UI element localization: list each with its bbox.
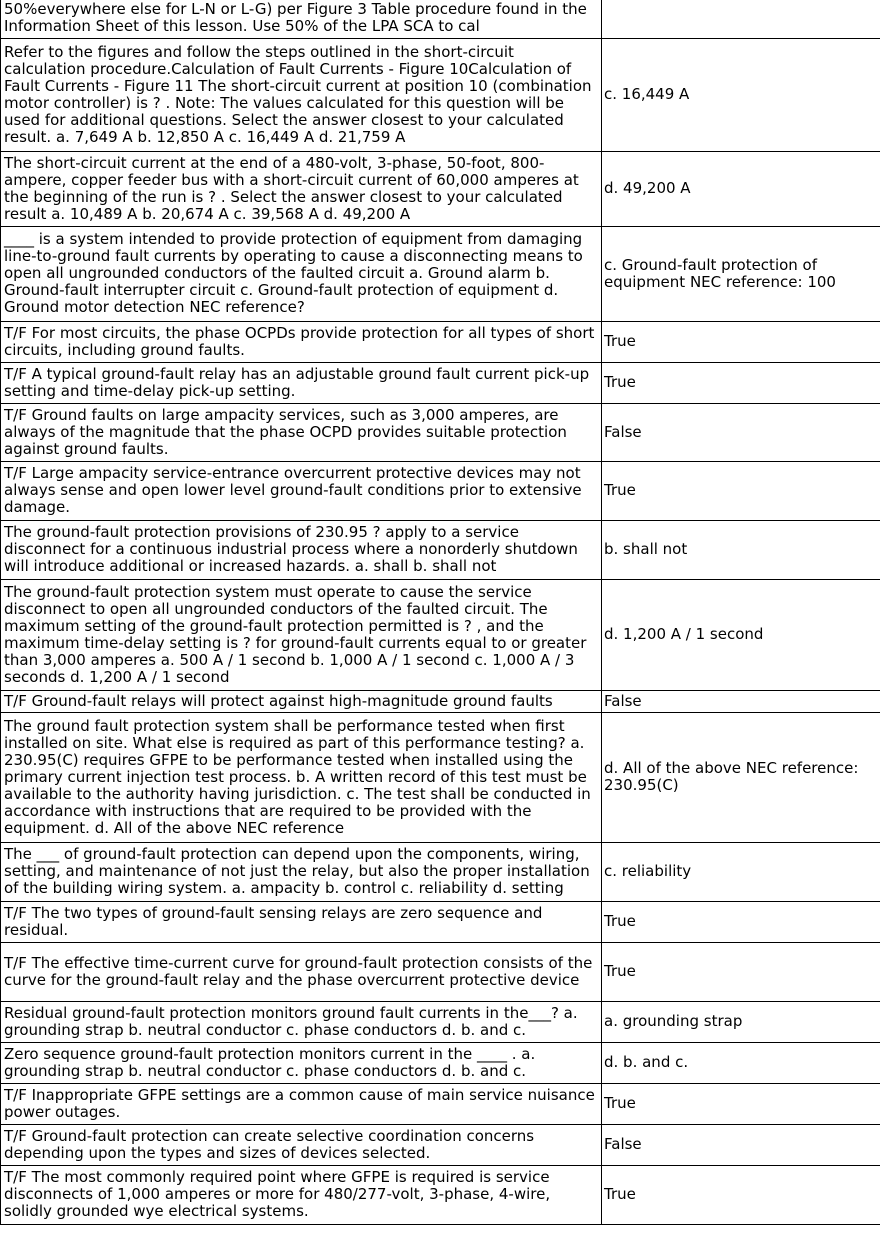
question-cell: The ground-fault protection provisions of 230.95 ? apply to a service disconnect for a continuous industrial process where a nonorderly shutdown will introduce additional or increased hazards. a. shall b. shall not [1,520,602,579]
question-cell: T/F Ground-fault protection can create selective coordination concerns depending upon the types and sizes of devices selected. [1,1124,602,1165]
table-row [1,712,880,842]
table-row [1,321,880,362]
answer-cell: d. 1,200 A / 1 second [602,579,880,690]
table-row [1,579,880,690]
qa-table-body [1,0,880,1224]
table-row [1,461,880,520]
answer-cell: c. reliability [602,842,880,901]
answer-cell: b. shall not [602,520,880,579]
question-cell: T/F The most commonly required point where GFPE is required is service disconnects of 1,000 amperes or more for 480/277-volt, 3-phase, 4-wire, solidly grounded wye electrical systems. [1,1165,602,1224]
answer-cell: True [602,942,880,1001]
table-row [1,403,880,461]
answer-cell: True [602,461,880,520]
question-cell: The ground fault protection system shall be performance tested when first installed on site. What else is required as part of this performance testing? a. 230.95(C) requires GFPE to be performance tested when installed using the primary current injection test process. b. A written record of this test must be available to the authority having jurisdiction. c. The test shall be conducted in accordance with instructions that are required to be provided with the equipment. d. All of the above NEC reference [1,712,602,842]
answer-cell [602,0,880,38]
question-cell: ____ is a system intended to provide protection of equipment from damaging line-to-ground fault currents by operating to cause a disconnecting means to open all ungrounded conductors of the faulted circuit a. Ground alarm b. Ground-fault interrupter circuit c. Ground-fault protection of equipment d. Ground motor detection NEC reference? [1,226,602,321]
table-row [1,226,880,321]
table-row [1,1124,880,1165]
table-row [1,1042,880,1083]
table-row [1,1165,880,1224]
answer-cell: True [602,1165,880,1224]
table-row [1,1001,880,1042]
question-cell: T/F A typical ground-fault relay has an adjustable ground fault current pick-up setting and time-delay pick-up setting. [1,362,602,403]
table-row [1,1083,880,1124]
table-row [1,0,880,38]
table-row [1,362,880,403]
table-row [1,942,880,1001]
question-cell: The short-circuit current at the end of a 480-volt, 3-phase, 50-foot, 800-ampere, copper feeder bus with a short-circuit current of 60,000 amperes at the beginning of the run is ? . Select the answer closest to your calculated result a. 10,489 A b. 20,674 A c. 39,568 A d. 49,200 A [1,151,602,226]
question-cell: The ___ of ground-fault protection can depend upon the components, wiring, setting, and maintenance of not just the relay, but also the proper installation of the building wiring system. a. ampacity b. control c. reliability d. setting [1,842,602,901]
answer-cell: d. 49,200 A [602,151,880,226]
question-cell: Refer to the figures and follow the steps outlined in the short-circuit calculation procedure.Calculation of Fault Currents - Figure 10Calculation of Fault Currents - Figure 11 The short-circuit current at position 10 (combination motor controller) is ? . Note: The values calculated for this question will be used for additional questions. Select the answer closest to your calculated result. a. 7,649 A b. 12,850 A c. 16,449 A d. 21,759 A [1,38,602,151]
question-cell: The ground-fault protection system must operate to cause the service disconnect to open all ungrounded conductors of the faulted circuit. The maximum setting of the ground-fault protection permitted is ? , and the maximum time-delay setting is ? for ground-fault currents equal to or greater than 3,000 amperes a. 500 A / 1 second b. 1,000 A / 1 second c. 1,000 A / 3 seconds d. 1,200 A / 1 second [1,579,602,690]
question-cell: T/F For most circuits, the phase OCPDs provide protection for all types of short circuits, including ground faults. [1,321,602,362]
question-cell: T/F The two types of ground-fault sensing relays are zero sequence and residual. [1,901,602,942]
question-cell: 50%everywhere else for L-N or L-G) per Figure 3 Table procedure found in the Information Sheet of this lesson. Use 50% of the LPA SCA to cal [1,0,602,38]
table-row [1,901,880,942]
answer-cell: a. grounding strap [602,1001,880,1042]
answer-cell: d. b. and c. [602,1042,880,1083]
answer-cell: d. All of the above NEC reference: 230.95(C) [602,712,880,842]
answer-cell: True [602,321,880,362]
question-cell: T/F Large ampacity service-entrance overcurrent protective devices may not always sense and open lower level ground-fault conditions prior to extensive damage. [1,461,602,520]
answer-cell: False [602,690,880,712]
question-cell: Residual ground-fault protection monitors ground fault currents in the___? a. grounding strap b. neutral conductor c. phase conductors d. b. and c. [1,1001,602,1042]
question-cell: Zero sequence ground-fault protection monitors current in the ____ . a. grounding strap b. neutral conductor c. phase conductors d. b. and c. [1,1042,602,1083]
table-row [1,151,880,226]
answer-cell: False [602,1124,880,1165]
table-row [1,842,880,901]
table-row [1,690,880,712]
answer-cell: True [602,1083,880,1124]
table-row [1,520,880,579]
question-cell: T/F The effective time-current curve for ground-fault protection consists of the curve for the ground-fault relay and the phase overcurrent protective device [1,942,602,1001]
question-cell: T/F Ground-fault relays will protect against high-magnitude ground faults [1,690,602,712]
answer-cell: c. Ground-fault protection of equipment NEC reference: 100 [602,226,880,321]
answer-cell: True [602,362,880,403]
question-cell: T/F Inappropriate GFPE settings are a common cause of main service nuisance power outages. [1,1083,602,1124]
table-row [1,38,880,151]
answer-cell: False [602,403,880,461]
question-cell: T/F Ground faults on large ampacity services, such as 3,000 amperes, are always of the magnitude that the phase OCPD provides suitable protection against ground faults. [1,403,602,461]
answer-cell: True [602,901,880,942]
answer-cell: c. 16,449 A [602,38,880,151]
